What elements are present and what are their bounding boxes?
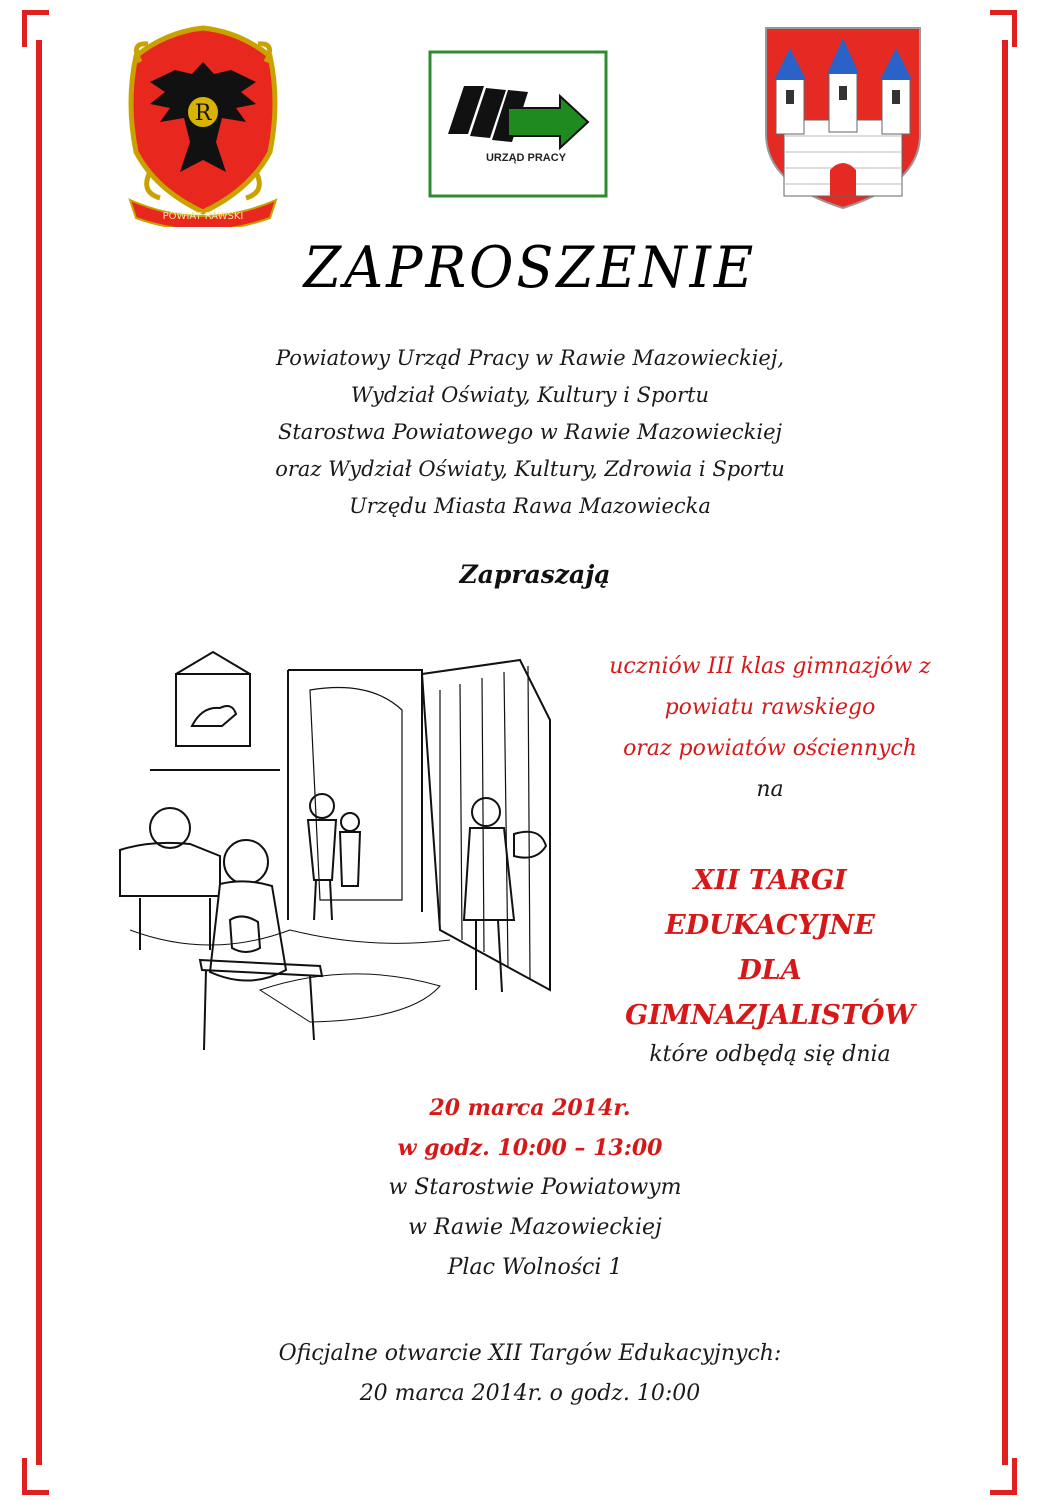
event-date: 20 marca 2014r. [429, 1095, 631, 1121]
frame-corner-top-left [22, 10, 49, 47]
event-when [0, 1088, 1060, 1168]
invite-verb: Zapraszają [459, 560, 611, 589]
organizer-line: Powiatowy Urząd Pracy w Rawie Mazowieckiej, [275, 346, 785, 370]
organizers-block [180, 340, 880, 525]
guests-connector: na [756, 777, 784, 802]
crest-band-text: POWIAT RAWSKI [162, 211, 244, 222]
guest-line: powiatu rawskiego [664, 695, 876, 720]
powiat-rawski-crest-logo [120, 22, 286, 227]
event-name-line: GIMNAZJALISTÓW [625, 1000, 915, 1031]
event-name [560, 858, 980, 1038]
venue-line: Plac Wolności 1 [447, 1255, 623, 1280]
urzad-pracy-label: URZĄD PRACY [485, 152, 567, 164]
event-name-line: DLA [738, 955, 802, 986]
organizer-line: Urzędu Miasta Rawa Mazowiecka [349, 494, 711, 518]
guests-block [560, 646, 980, 810]
official-opening [0, 1334, 1060, 1414]
page-title: ZAPROSZENIE [303, 234, 757, 301]
venue-line: w Starostwie Powiatowym [388, 1175, 682, 1200]
organizer-line: Starostwa Powiatowego w Rawie Mazowieckiej [277, 420, 783, 444]
organizer-line: oraz Wydział Oświaty, Kultury, Zdrowia i Sportu [275, 457, 785, 481]
guest-line: oraz powiatów ościennych [623, 736, 917, 761]
classroom-illustration [110, 630, 570, 1060]
event-intro: które odbędą się dnia [649, 1042, 891, 1067]
opening-line-1: Oficjalne otwarcie XII Targów Edukacyjnych: [278, 1341, 782, 1366]
opening-line-2: 20 marca 2014r. o godz. 10:00 [359, 1381, 701, 1406]
event-venue [0, 1168, 1060, 1288]
crest-letter: R [194, 101, 212, 126]
frame-corner-bottom-right [990, 1458, 1017, 1495]
frame-corner-bottom-left [22, 1458, 49, 1495]
urzad-pracy-logo [428, 50, 610, 198]
event-hours: w godz. 10:00 – 13:00 [397, 1135, 663, 1161]
guest-line: uczniów III klas gimnazjów z [609, 654, 931, 679]
rawa-town-crest-logo [762, 24, 924, 210]
event-name-line: XII TARGI [693, 865, 847, 896]
frame-corner-top-right [990, 10, 1017, 47]
event-name-line: EDUKACYJNE [665, 910, 875, 941]
venue-line: w Rawie Mazowieckiej [408, 1215, 662, 1240]
organizer-line: Wydział Oświaty, Kultury i Sportu [350, 383, 710, 407]
